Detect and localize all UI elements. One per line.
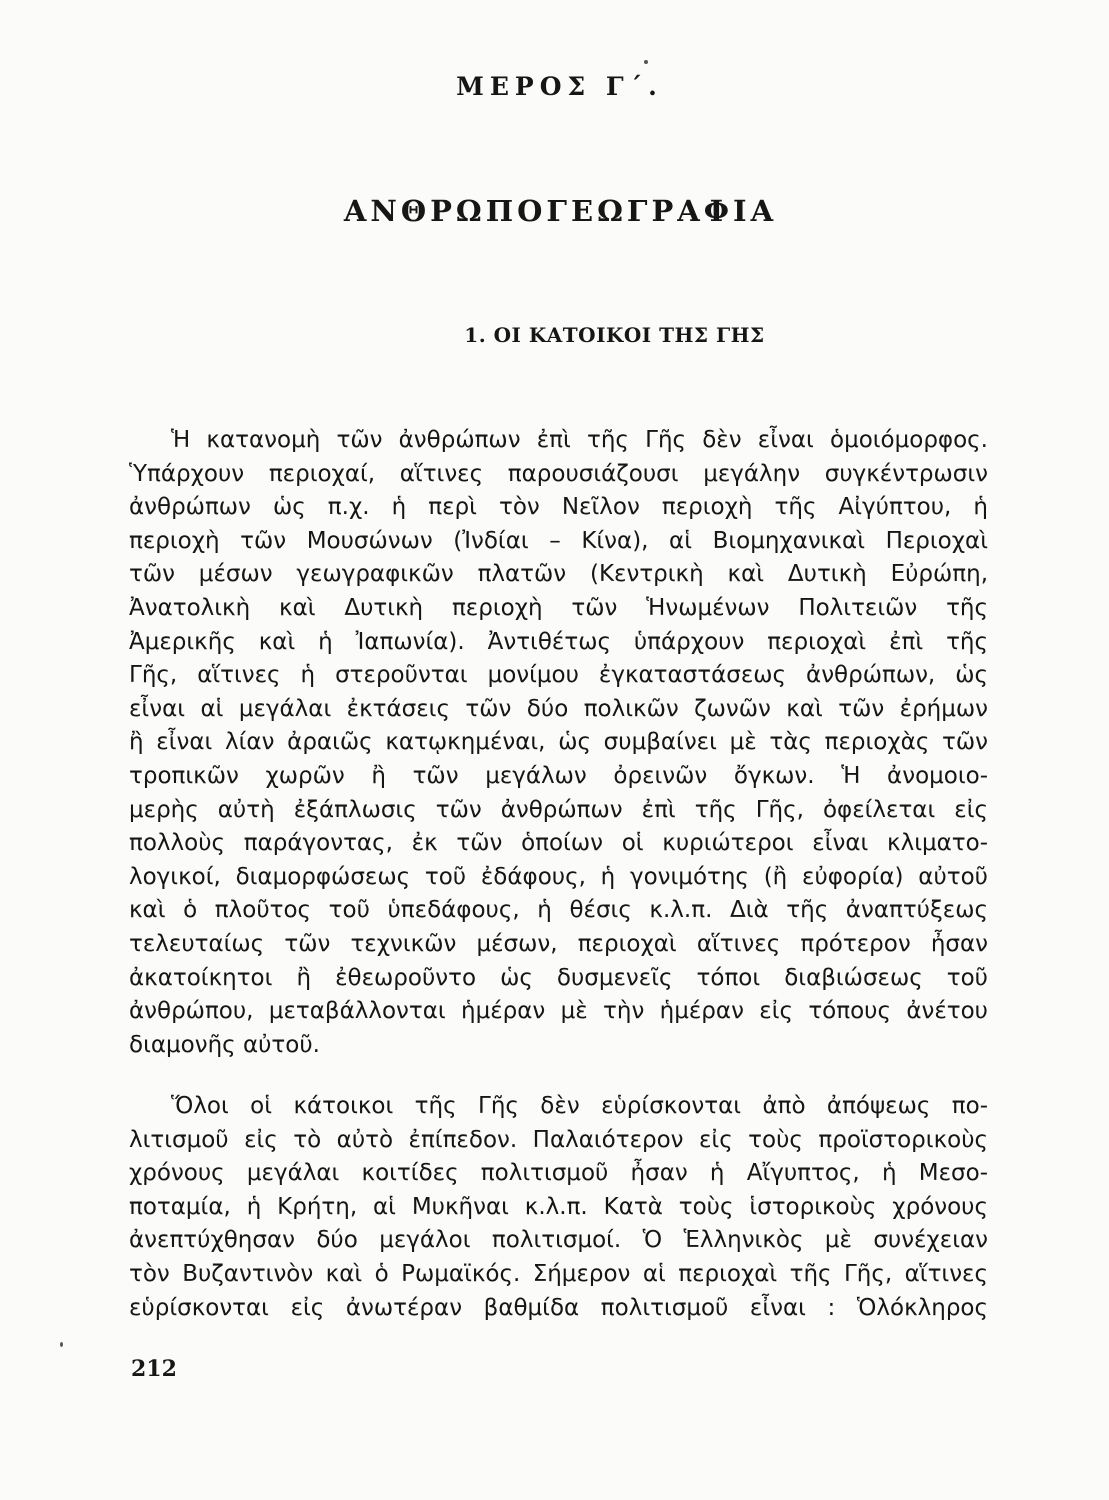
section-heading: 1. ΟΙ ΚΑΤΟΙΚΟΙ ΤΗΣ ΓΗΣ: [464, 323, 765, 347]
print-speck: [60, 1342, 63, 1347]
text-line: λογικοί, διαμορφώσεως τοῦ ἐδάφους, ἡ γονιμότης (ἢ εὐφορία) αὐτοῦ: [129, 863, 988, 890]
text-line: ἀνθρώπου, μεταβάλλονται ἡμέραν μὲ τὴν ἡμέραν εἰς τόπους ἀνέτου: [129, 998, 988, 1025]
text-line: λιτισμοῦ εἰς τὸ αὐτὸ ἐπίπεδον. Παλαιότερον εἰς τοὺς προϊστορικοὺς: [129, 1126, 988, 1153]
text-line: ἀνεπτύχθησαν δύο μεγάλοι πολιτισμοί. Ὁ Ἑλληνικὸς μὲ συνέχειαν: [129, 1227, 988, 1254]
text-line: τῶν μέσων γεωγραφικῶν πλατῶν (Κεντρικὴ καὶ Δυτικὴ Εὐρώπη,: [129, 561, 988, 588]
text-line: ἀκατοίκητοι ἢ ἐθεωροῦντο ὡς δυσμενεῖς τόποι διαβιώσεως τοῦ: [129, 964, 988, 991]
text-line: Ὑπάρχουν περιοχαί, αἵτινες παρουσιάζουσι μεγάλην συγκέντρωσιν: [129, 460, 988, 487]
text-line: τροπικῶν χωρῶν ἢ τῶν μεγάλων ὀρεινῶν ὄγκων. Ἡ ἀνομοιο-: [129, 762, 988, 789]
text-line: ποταμία, ἡ Κρήτη, αἱ Μυκῆναι κ.λ.π. Κατὰ τοὺς ἱστορικοὺς χρόνους: [129, 1193, 988, 1220]
text-line: πολλοὺς παράγοντας, ἐκ τῶν ὁποίων οἱ κυριώτεροι εἶναι κλιματο-: [129, 830, 988, 857]
text-line: εὑρίσκονται εἰς ἀνωτέραν βαθμίδα πολιτισμοῦ εἶναι : Ὁλόκληρος: [129, 1294, 988, 1321]
text-line: Γῆς, αἵτινες ἡ στεροῦνται μονίμου ἐγκαταστάσεως ἀνθρώπων, ὡς: [129, 662, 988, 689]
page-number: 212: [131, 1356, 177, 1382]
text-line: μερὴς αὐτὴ ἐξάπλωσις τῶν ἀνθρώπων ἐπὶ τῆς Γῆς, ὀφείλεται εἰς: [129, 796, 988, 823]
chapter-title: ΑΝΘΡΩΠΟΓΕΩΓΡΑΦΙΑ: [343, 194, 778, 228]
text-line: περιοχὴ τῶν Μουσώνων (Ἰνδίαι – Κίνα), αἱ Βιομηχανικαὶ Περιοχαὶ: [129, 527, 988, 554]
paragraph-distribution: [129, 424, 988, 1062]
text-line: Ἡ κατανομὴ τῶν ἀνθρώπων ἐπὶ τῆς Γῆς δὲν εἶναι ὁμοιόμορφος.: [171, 427, 988, 453]
text-line: τὸν Βυζαντινὸν καὶ ὁ Ρωμαϊκός. Σήμερον αἱ περιοχαὶ τῆς Γῆς, αἵτινες: [129, 1260, 988, 1287]
text-line: ἀνθρώπων ὡς π.χ. ἡ περὶ τὸν Νεῖλον περιοχὴ τῆς Αἰγύπτου, ἡ: [129, 494, 988, 521]
text-line: χρόνους μεγάλαι κοιτίδες πολιτισμοῦ ἦσαν ἡ Αἴγυπτος, ἡ Μεσο-: [129, 1160, 988, 1187]
part-title: ΜΕΡΟΣ Γ΄.: [456, 72, 663, 101]
text-line: Ἀμερικῆς καὶ ἡ Ἰαπωνία). Ἀντιθέτως ὑπάρχουν περιοχαὶ ἐπὶ τῆς: [129, 628, 988, 655]
text-line: καὶ ὁ πλοῦτος τοῦ ὑπεδάφους, ἡ θέσις κ.λ.π. Διὰ τῆς ἀναπτύξεως: [129, 897, 988, 924]
text-line: εἶναι αἱ μεγάλαι ἐκτάσεις τῶν δύο πολικῶν ζωνῶν καὶ τῶν ἐρήμων: [129, 695, 988, 722]
print-speck: [644, 60, 648, 64]
text-line: ἢ εἶναι λίαν ἀραιῶς κατῳκημέναι, ὡς συμβαίνει μὲ τὰς περιοχὰς τῶν: [129, 729, 988, 756]
text-line: Ὅλοι οἱ κάτοικοι τῆς Γῆς δὲν εὑρίσκονται ἀπὸ ἀπόψεως πο-: [171, 1093, 988, 1119]
text-line: διαμονῆς αὐτοῦ.: [129, 1031, 320, 1058]
text-line: Ἀνατολικὴ καὶ Δυτικὴ περιοχὴ τῶν Ἡνωμένων Πολιτειῶν τῆς: [129, 594, 988, 621]
text-line: τελευταίως τῶν τεχνικῶν μέσων, περιοχαὶ αἵτινες πρότερον ἦσαν: [129, 930, 988, 957]
paragraph-civilization: [129, 1090, 988, 1325]
